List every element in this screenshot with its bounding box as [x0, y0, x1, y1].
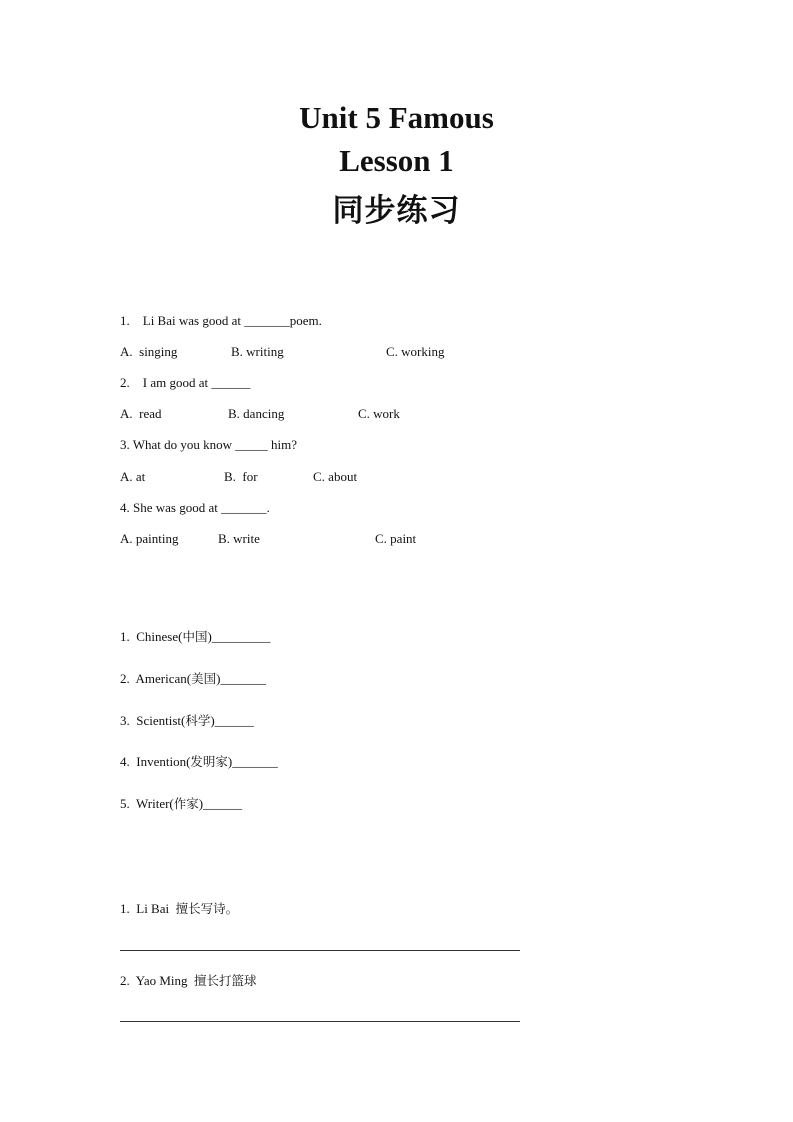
question-1-stem: 1. Li Bai was good at _______poem.: [120, 313, 322, 328]
question-4-option-a: A. painting: [120, 531, 179, 546]
question-3-option-b: B. for: [224, 469, 258, 484]
vocab-item-5: 5. Writer(作家)______: [120, 796, 243, 811]
question-2-option-c: C. work: [358, 406, 400, 421]
question-1-option-b: B. writing: [231, 344, 284, 359]
vocab-item-4: 4. Invention(发明家)_______: [120, 754, 278, 769]
sentence-item-1: 1. Li Bai 擅长写诗。: [120, 901, 239, 916]
question-2-stem: 2. I am good at ______: [120, 375, 251, 390]
answer-line-1: [120, 950, 520, 951]
question-3-stem: 3. What do you know _____ him?: [120, 437, 298, 452]
question-2-option-b: B. dancing: [228, 406, 285, 421]
question-4-option-b: B. write: [218, 531, 260, 546]
question-4-stem: 4. She was good at _______.: [120, 500, 270, 515]
question-3-option-c: C. about: [313, 469, 358, 484]
answer-line-2: [120, 1021, 520, 1022]
page-subtitle-lesson: Lesson 1: [339, 143, 454, 178]
question-4-option-c: C. paint: [375, 531, 417, 546]
question-1-option-a: A. singing: [120, 344, 178, 359]
sentence-item-2: 2. Yao Ming 擅长打篮球: [120, 973, 257, 988]
vocab-item-1: 1. Chinese(中国)_________: [120, 629, 271, 644]
question-1-option-c: C. working: [386, 344, 445, 359]
vocab-item-2: 2. American(美国)_______: [120, 671, 266, 686]
page-title-english: Unit 5 Famous: [299, 100, 494, 135]
page-subtitle-chinese: 同步练习: [332, 193, 461, 229]
question-2-option-a: A. read: [120, 406, 162, 421]
vocab-item-3: 3. Scientist(科学)______: [120, 713, 254, 728]
question-3-option-a: A. at: [120, 469, 146, 484]
